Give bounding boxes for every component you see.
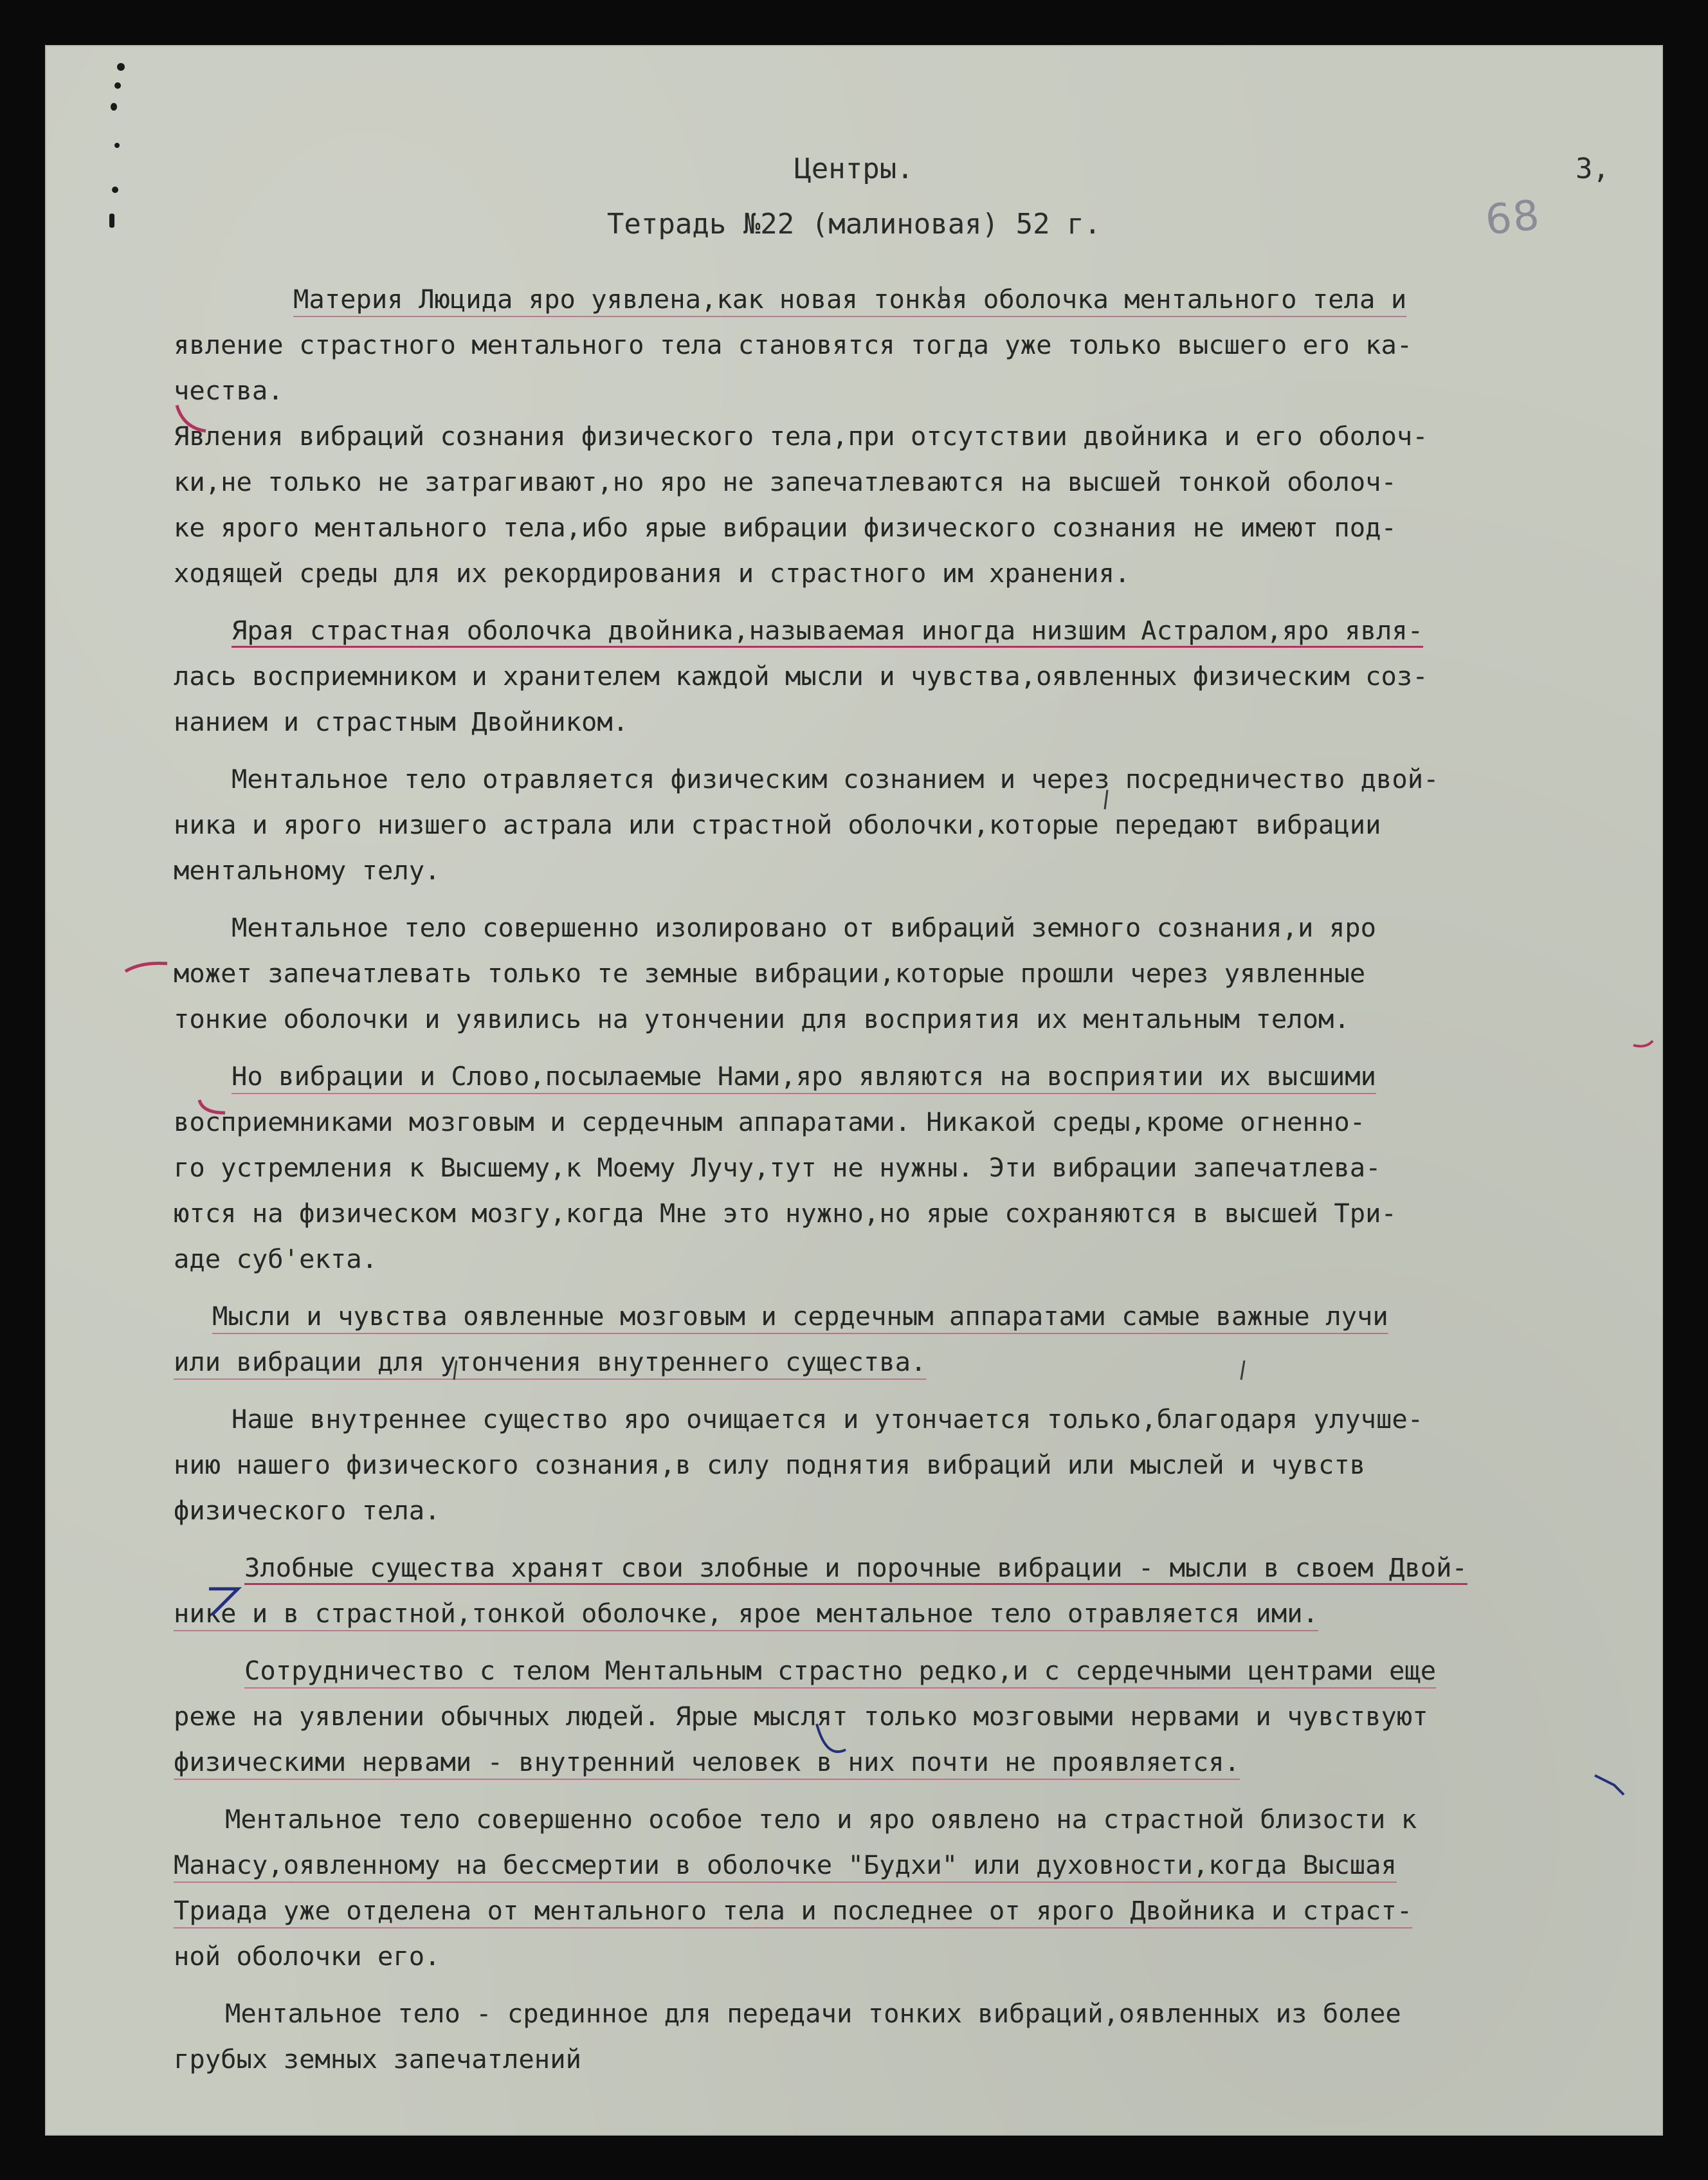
text-line: физического тела. [174,1495,441,1526]
text-line: Ментальное тело совершенно изолировано от вибраций земного сознания,и яро [232,912,1376,943]
text-line: грубых земных запечатлений [174,2044,581,2075]
text-line: нанием и страстным Двойником. [174,706,629,737]
text-line: ной оболочки его. [174,1941,441,1972]
punch-hole-mark [111,103,117,111]
text-line: Ментальное тело отравляется физическим сознанием и через посредничество двой- [232,764,1439,794]
document-header [45,142,1663,252]
text-line: го устремления к Высшему,к Моему Лучу,тут не нужны. Эти вибрации запечатлева- [174,1152,1381,1183]
text-line: лась восприемником и хранителем каждой мысли и чувства,оявленных физическим соз- [174,661,1428,692]
document-body [174,277,1698,2082]
text-line: аде суб'екта. [174,1243,377,1274]
text-line: физическими нервами - внутренний человек в них почти не проявляется. [174,1746,1240,1777]
text-line: ки,не только не затрагивают,но яро не запечатлеваются на высшей тонкой оболоч- [174,466,1397,497]
document-subtitle: Тетрадь №22 (малиновая) 52 г. [606,208,1102,241]
text-line: ника и ярого низшего астрала или страстной оболочки,которые передают вибрации [174,809,1381,840]
text-line: Мысли и чувства оявленные мозговым и сердечным аппаратами самые важные лучи [212,1301,1388,1332]
text-line: Но вибрации и Слово,посылаемые Нами,яро являются на восприятии их высшими [232,1061,1376,1092]
text-line: Ярая страстная оболочка двойника,называемая иногда низшим Астралом,яро явля- [232,615,1424,646]
text-line: ются на физическом мозгу,когда Мне это нужно,но ярые сохраняются в высшей Три- [174,1198,1397,1229]
document-title: Центры. [794,152,914,185]
text-line: Манасу,оявленному на бессмертии в оболочке "Будхи" или духовности,когда Высшая [174,1849,1397,1880]
text-line: Ментальное тело совершенно особое тело и яро оявлено на страстной близости к [225,1804,1417,1835]
text-line: ке ярого ментального тела,ибо ярые вибрации физического сознания не имеют под- [174,512,1397,543]
text-line: чества. [174,375,284,406]
text-line: ходящей среды для их рекордирования и страстного им хранения. [174,558,1131,589]
text-line: Наше внутреннее существо яро очищается и утончается только,благодаря улучше- [232,1404,1424,1434]
red-pencil-tick [125,964,167,972]
text-line: может запечатлевать только те земные вибрации,которые прошли через уявленные [174,958,1366,989]
page-number: 3, [1576,152,1610,185]
text-line: нике и в страстной,тонкой оболочке, ярое ментальное тело отравляется ими. [174,1598,1318,1629]
text-line: Материя Люцида яро уявлена,как новая тонкая оболочка ментального тела и [293,284,1407,315]
text-line: ментальному телу. [174,855,441,886]
text-line: реже на уявлении обычных людей. Ярые мыслят только мозговыми нервами и чувствуют [174,1701,1428,1732]
document-page [45,45,1663,2136]
punch-hole-mark [117,63,125,71]
text-line: Злобные существа хранят свои злобные и порочные вибрации - мысли в своем Двой- [244,1552,1467,1583]
text-line: или вибрации для утончения внутреннего существа. [174,1346,927,1377]
text-line: Триада уже отделена от ментального тела и последнее от ярого Двойника и страст- [174,1895,1413,1926]
text-line: тонкие оболочки и уявились на утончении для восприятия их ментальным телом. [174,1003,1350,1034]
punch-hole-mark [114,82,121,89]
text-line: Ментальное тело - срединное для передачи тонких вибраций,оявленных из более [225,1998,1401,2029]
text-line: Сотрудничество с телом Ментальным страстно редко,и с сердечными центрами еще [244,1655,1437,1686]
archive-folio-number: 68 [1483,191,1543,245]
text-line: восприемниками мозговым и сердечным аппаратами. Никакой среды,кроме огненно- [174,1106,1366,1137]
text-line: Явления вибраций сознания физического тела,при отсутствии двойника и его оболоч- [174,421,1428,452]
text-line: нию нашего физического сознания,в силу поднятия вибраций или мыслей и чувств [174,1449,1366,1480]
text-line: явление страстного ментального тела становятся тогда уже только высшего его ка- [174,329,1413,360]
